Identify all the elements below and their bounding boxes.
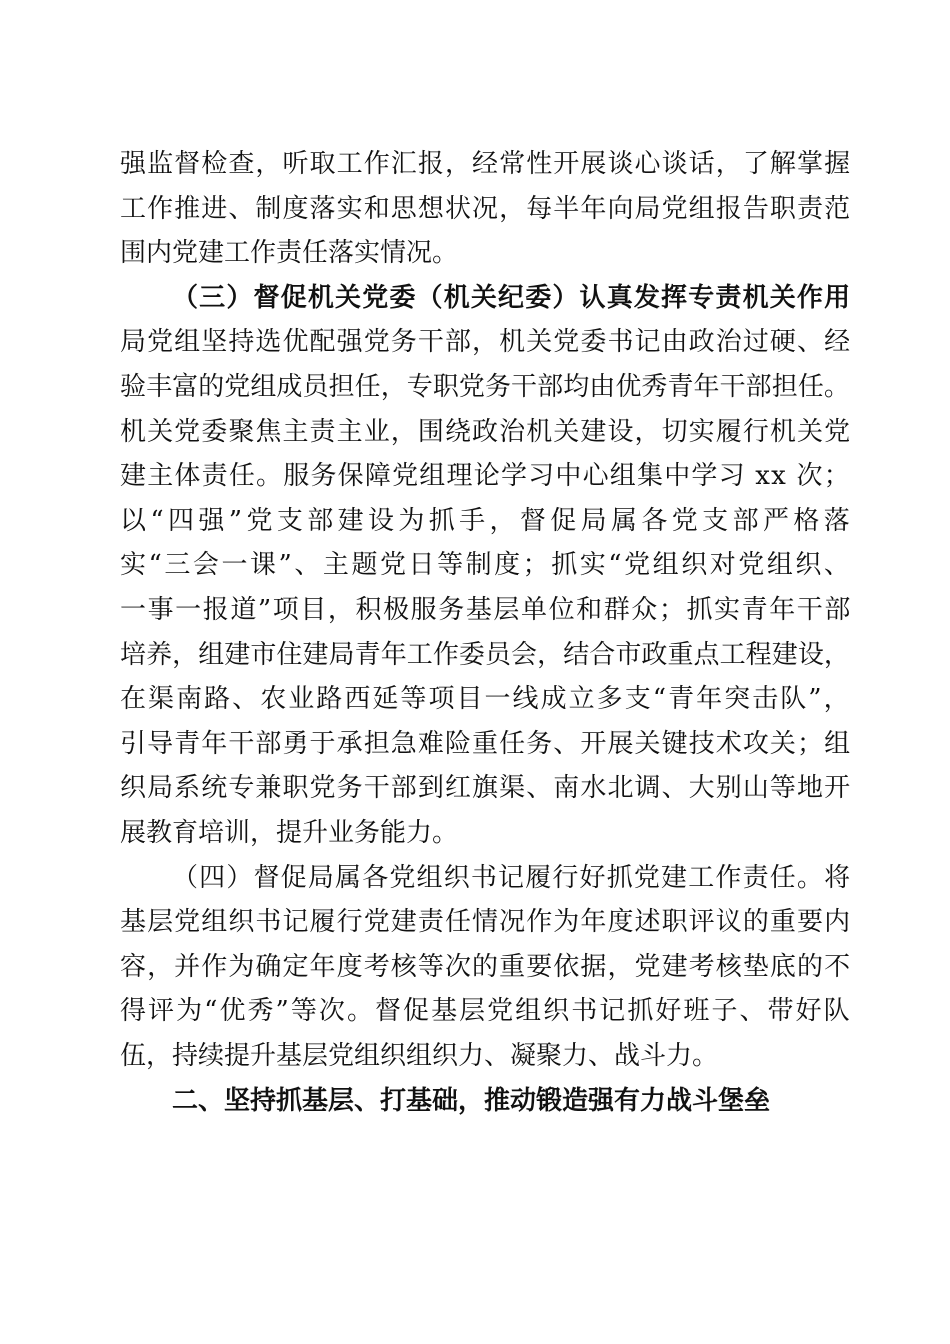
paragraph-first-line: 二、坚持抓基层、打基础，推动锻造强有力战斗堡垒 (172, 1085, 771, 1116)
text-line: 在渠南路、农业路西延等项目一线成立多支“青年突击队”， (120, 684, 852, 715)
text-line: 伍，持续提升基层党组织组织力、凝聚力、战斗力。 (120, 1041, 719, 1071)
text-line: 实“三会一课”、主题党日等制度；抓实“党组织对党组织、 (120, 550, 853, 581)
text-line: 展教育培训，提升业务能力。 (120, 818, 459, 848)
text-line: 强监督检查，听取工作汇报，经常性开展谈心谈话，了解掌握 (120, 149, 852, 179)
text-line: 以“四强”党支部建设为抓手，督促局属各党支部严格落 (120, 505, 855, 536)
text-line: 机关党委聚焦主责主业，围绕政治机关建设，切实履行机关党 (120, 416, 852, 447)
text-line: 验丰富的党组成员担任，专职党务干部均由优秀青年干部担任。 (120, 372, 850, 402)
paragraph-first-line: （三）督促机关党委（机关纪委）认真发挥专责机关作用 (172, 282, 852, 313)
text-line: 引导青年干部勇于承担急难险重任务、开展关键技术攻关；组 (120, 728, 852, 759)
text-line: 建主体责任。服务保障党组理论学习中心组集中学习 xx 次； (120, 461, 851, 492)
text-line: 基层党组织书记履行党建责任情况作为年度述职评议的重要内 (120, 907, 852, 938)
text-line: 工作推进、制度落实和思想状况，每半年向局党组报告职责范 (120, 193, 852, 224)
text-line: 得评为“优秀”等次。督促基层党组织书记抓好班子、带好队 (120, 996, 852, 1027)
text-line: 培养，组建市住建局青年工作委员会，结合市政重点工程建设， (120, 639, 850, 670)
text-line: 局党组坚持选优配强党务干部，机关党委书记由政治过硬、经 (120, 327, 852, 358)
text-line: 容，并作为确定年度考核等次的重要依据，党建考核垫底的不 (120, 951, 852, 982)
text-line: 织局系统专兼职党务干部到红旗渠、南水北调、大别山等地开 (120, 773, 852, 804)
text-line: 一事一报道”项目，积极服务基层单位和群众；抓实青年干部 (120, 595, 852, 625)
paragraph-first-line: （四）督促局属各党组织书记履行好抓党建工作责任。将 (172, 862, 852, 893)
text-line: 围内党建工作责任落实情况。 (120, 238, 459, 269)
